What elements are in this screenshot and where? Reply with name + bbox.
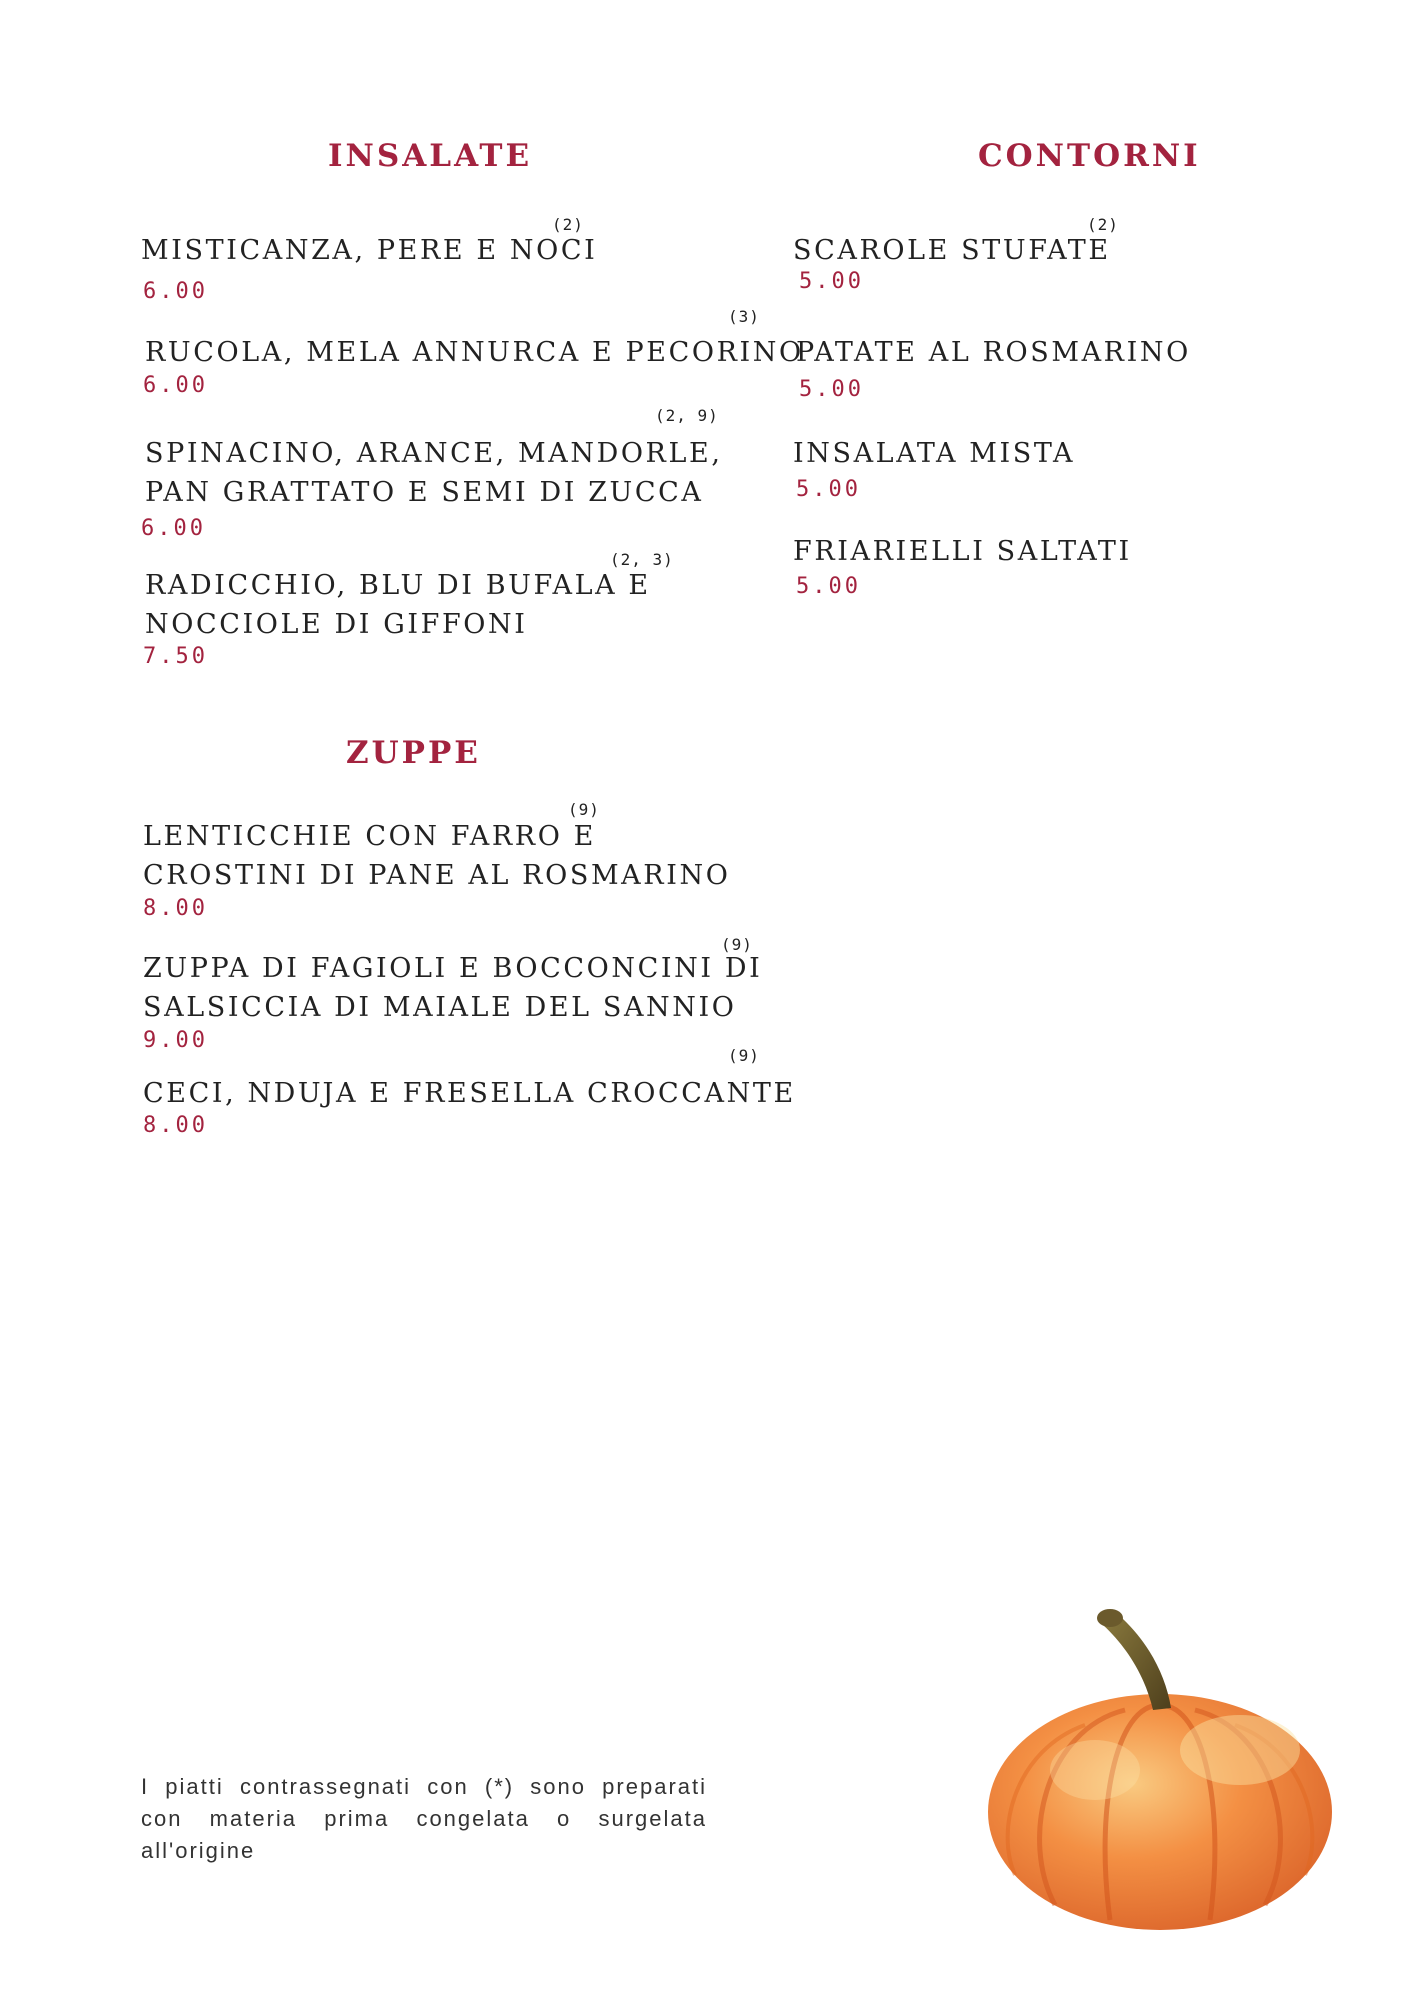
item-price: 7.50	[143, 644, 208, 669]
item-price: 8.00	[143, 896, 208, 921]
item-name-rucola: RUCOLA, MELA ANNURCA E PECORINO	[145, 337, 804, 368]
footnote-frozen-ingredients: I piatti contrassegnati con (*) sono preparati con materia prima congelata o surgelata all'origine	[141, 1774, 707, 1863]
allergen-note: (9)	[568, 800, 600, 819]
item-name-lenticchie-line-2: CROSTINI DI PANE AL ROSMARINO	[143, 860, 731, 891]
item-price: 6.00	[143, 373, 208, 398]
pumpkin-icon	[975, 1600, 1345, 1935]
allergen-note: (9)	[728, 1046, 760, 1065]
item-price: 5.00	[796, 477, 861, 502]
item-name-insalata-mista: INSALATA MISTA	[793, 438, 1076, 469]
item-price: 5.00	[796, 574, 861, 599]
item-price: 5.00	[799, 269, 864, 294]
section-title-zuppe: ZUPPE	[346, 735, 481, 771]
item-name-patate: PATATE AL ROSMARINO	[796, 337, 1191, 368]
item-name-radicchio-line-2: NOCCIOLE DI GIFFONI	[145, 609, 528, 640]
item-price: 9.00	[143, 1028, 208, 1053]
allergen-note: (2, 3)	[610, 550, 674, 569]
item-price: 8.00	[143, 1113, 208, 1138]
item-price: 5.00	[799, 377, 864, 402]
item-name-zuppa-fagioli: ZUPPA DI FAGIOLI E BOCCONCINI DI	[143, 953, 763, 984]
allergen-note: (3)	[728, 307, 760, 326]
allergen-note: (2)	[1087, 215, 1119, 234]
allergen-note: (2, 9)	[655, 406, 719, 425]
item-price: 6.00	[141, 516, 206, 541]
section-title-contorni: CONTORNI	[978, 138, 1201, 174]
item-name-spinacino-line-2: PAN GRATTATO E SEMI DI ZUCCA	[145, 477, 704, 508]
section-title-insalate: INSALATE	[328, 138, 533, 174]
item-name-spinacino: SPINACINO, ARANCE, MANDORLE,	[145, 438, 723, 469]
item-name-lenticchie: LENTICCHIE CON FARRO E	[143, 821, 596, 852]
item-name-ceci: CECI, NDUJA E FRESELLA CROCCANTE	[143, 1078, 796, 1109]
allergen-note: (9)	[721, 935, 753, 954]
item-price: 6.00	[143, 279, 208, 304]
item-name-scarole: SCAROLE STUFATE	[793, 235, 1111, 266]
item-name-zuppa-fagioli-line-2: SALSICCIA DI MAIALE DEL SANNIO	[143, 992, 737, 1023]
item-name-friarielli: FRIARIELLI SALTATI	[793, 536, 1132, 567]
item-name-misticanza: MISTICANZA, PERE E NOCI	[141, 235, 598, 266]
allergen-note: (2)	[552, 215, 584, 234]
item-name-radicchio: RADICCHIO, BLU DI BUFALA E	[145, 570, 651, 601]
